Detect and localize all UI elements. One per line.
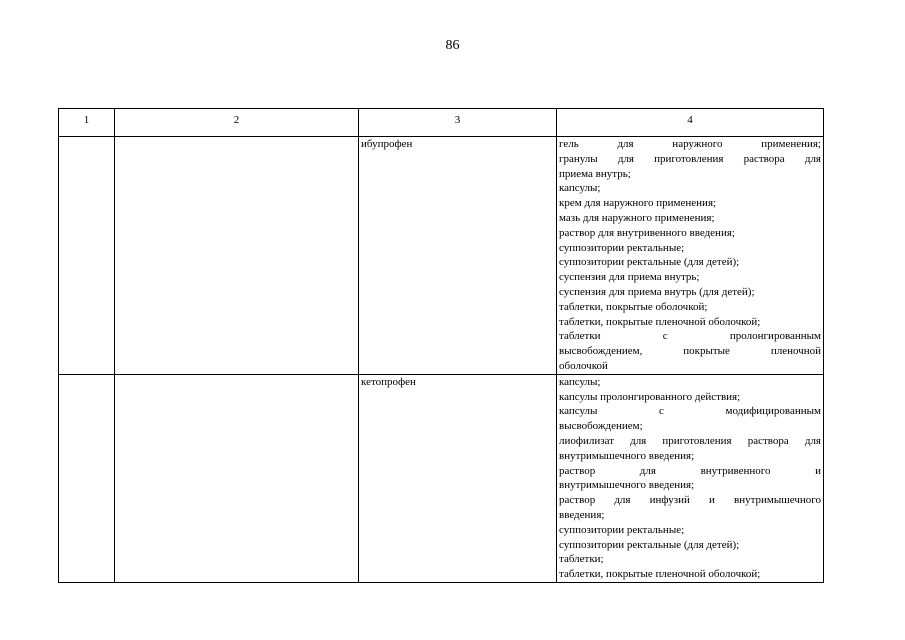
dosage-form-line: лиофилизат для приготовления раствора для	[559, 434, 821, 447]
drug-name-cell: кетопрофен	[359, 374, 557, 582]
dosage-form-line: суппозитории ректальные;	[559, 523, 685, 536]
dosage-form-line: внутримышечного введения;	[559, 479, 695, 492]
dosage-form-line: суппозитории ректальные;	[559, 241, 685, 254]
cell-col-2	[115, 374, 359, 582]
dosage-form-line: приема внутрь;	[559, 167, 631, 180]
dosage-form-line: суппозитории ректальные (для детей);	[559, 256, 740, 269]
dosage-form-line: раствор для внутривенного введения;	[559, 226, 735, 239]
dosage-form-line: капсулы;	[559, 375, 601, 388]
drug-name-cell: ибупрофен	[359, 137, 557, 375]
dosage-form-line: внутримышечного введения;	[559, 449, 695, 462]
cell-col-2	[115, 137, 359, 375]
table-row	[59, 374, 824, 582]
dosage-form-line: суспензия для приема внутрь (для детей);	[559, 285, 755, 298]
header-col-2: 2	[115, 109, 359, 137]
table-row	[59, 137, 824, 375]
dosage-form-line: таблетки, покрытые пленочной оболочкой;	[559, 568, 761, 581]
dosage-form-line: введения;	[559, 508, 605, 521]
dosage-form-line: высвобождением, покрытые пленочной	[559, 345, 821, 358]
dosage-form-line: суппозитории ректальные (для детей);	[559, 538, 740, 551]
dosage-form-line: раствор для инфузий и внутримышечного	[559, 494, 821, 507]
cell-col-1	[59, 137, 115, 375]
dosage-form-line: капсулы с модифицированным	[559, 405, 821, 418]
dosage-form-line: суспензия для приема внутрь;	[559, 271, 700, 284]
dosage-form-line: таблетки с пролонгированным	[559, 330, 821, 343]
page-number: 86	[445, 38, 460, 53]
header-col-3: 3	[359, 109, 557, 137]
dosage-form-line: гранулы для приготовления раствора для	[559, 152, 821, 165]
header-col-4: 4	[557, 109, 824, 137]
dosage-form-line: крем для наружного применения;	[559, 197, 717, 210]
dosage-forms-cell	[557, 137, 824, 375]
cell-col-1	[59, 374, 115, 582]
dosage-form-line: таблетки, покрытые пленочной оболочкой;	[559, 315, 761, 328]
dosage-form-line: капсулы;	[559, 182, 601, 195]
table-header-row	[59, 109, 824, 137]
dosage-form-line: гель для наружного применения;	[559, 138, 821, 150]
dosage-form-line: мазь для наружного применения;	[559, 211, 715, 224]
dosage-form-line: капсулы пролонгированного действия;	[559, 390, 741, 403]
drug-table	[58, 108, 824, 583]
header-col-1: 1	[59, 109, 115, 137]
dosage-forms-cell	[557, 374, 824, 582]
dosage-form-line: таблетки, покрытые оболочкой;	[559, 300, 708, 313]
dosage-form-line: высвобождением;	[559, 420, 643, 433]
dosage-form-line: раствор для внутривенного и	[559, 464, 821, 477]
dosage-form-line: оболочкой	[559, 359, 608, 372]
dosage-form-line: таблетки;	[559, 553, 604, 566]
